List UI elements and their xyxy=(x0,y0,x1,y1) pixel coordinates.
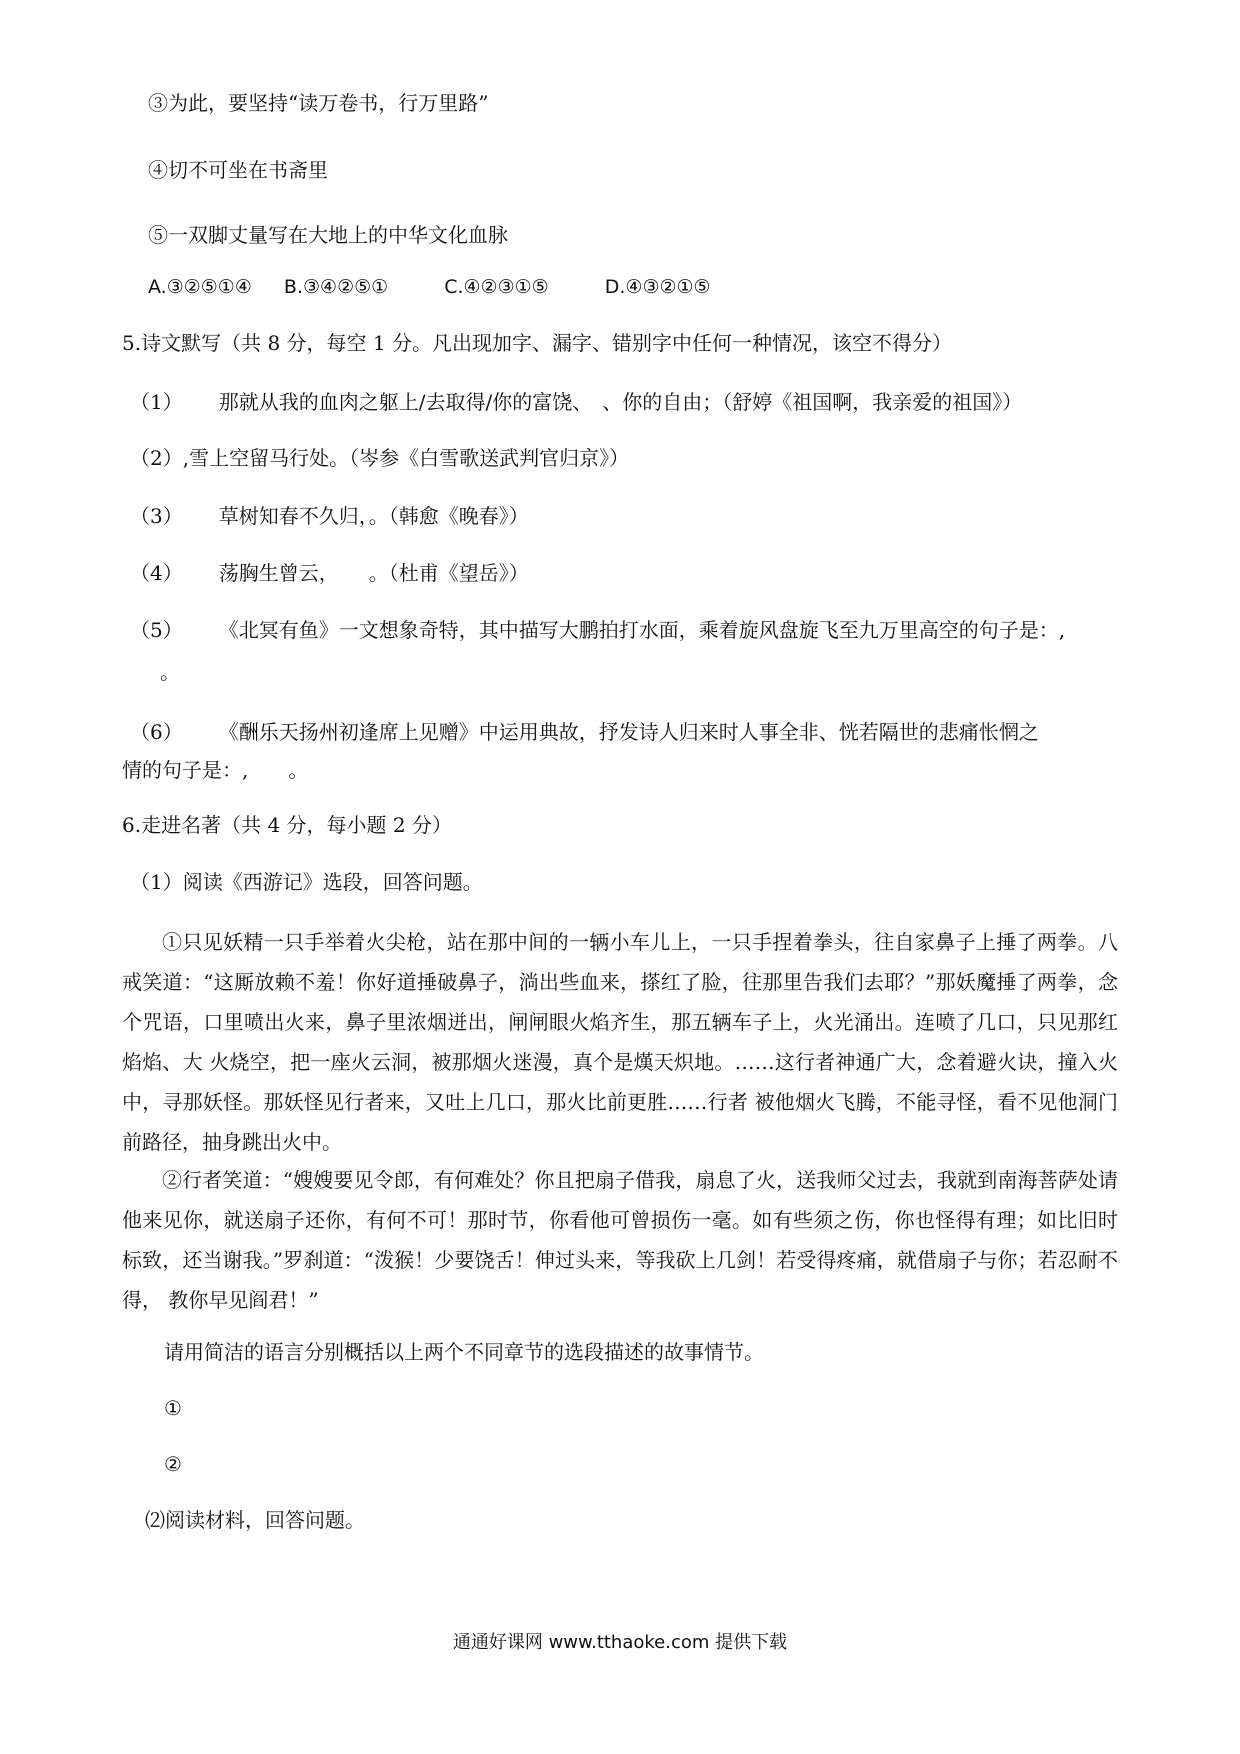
q5-item-number: （2） xyxy=(130,446,183,470)
q6-question: 请用简洁的语言分别概括以上两个不同章节的选段描述的故事情节。 xyxy=(164,1340,764,1364)
q5-item-text: 《北冥有鱼》一文想象奇特，其中描写大鹏拍打水面，乘着旋风盘旋飞至九万里高空的句子是：, xyxy=(218,618,1066,642)
q6-passage-1: ①只见妖精一只手举着火尖枪，站在那中间的一辆小车儿上，一只手捏着拳头，往自家鼻子上捶了两拳。八戒笑道：“这厮放赖不羞！你好道捶破鼻子，淌出些血来，搽红了脸，往那里告我们去耶？”那妖魔捶了两拳，念个咒语，口里喷出火来，鼻子里浓烟迸出，闸闸眼火焰齐生，那五辆车子上，火光涌出。连喷了几口，只见那红焰焰、大 火烧空，把一座火云洞，被那烟火迷漫，真个是熯天炽地。……这行者神通广大，念着避火诀，撞入火中，寻那妖怪。那妖怪见行者来，又吐上几口，那火比前更胜……行者 被他烟火飞腾，不能寻怪，看不见他洞门前路径，抽身跳出火中。 xyxy=(122,930,1118,1154)
q5-item-text: 荡胸生曾云， 。（杜甫《望岳》） xyxy=(218,561,529,585)
q6-title: 6.走进名著（共 4 分，每小题 2 分） xyxy=(122,813,452,837)
q5-item-text: 草树知春不久归，。（韩愈《晚春》） xyxy=(218,504,529,528)
q4-options xyxy=(148,278,737,297)
q5-item-6 xyxy=(130,722,1039,742)
q6-passage-2: ②行者笑道：“嫂嫂要见令郎，有何难处？你且把扇子借我，扇息了火，送我师父过去，我就到南海菩萨处请他来见你，就送扇子还你，有何不可！那时节，你看他可曾损伤一毫。如有些须之伤，你也怪得有理；如比旧时标致，还当谢我。”罗刹道：“泼猴！少要饶舌！伸过头来，等我砍上几剑！若受得疼痛，就借扇子与你；若忍耐不得， 教你早见阎君！” xyxy=(122,1168,1118,1312)
q5-item-number: （4） xyxy=(130,561,183,585)
q4-option-a: A.③②⑤①④ xyxy=(148,276,252,298)
q5-item-4 xyxy=(130,563,529,583)
q5-item-number: （5） xyxy=(130,618,183,642)
q5-item-number: （6） xyxy=(130,720,183,744)
q5-item-5-continuation: 。 xyxy=(160,660,180,684)
q5-item-1 xyxy=(130,392,1022,412)
q6-answer-mark-1: ① xyxy=(164,1396,182,1420)
q5-item-number: （1） xyxy=(130,390,183,414)
q6-answer-mark-2: ② xyxy=(164,1452,182,1476)
q5-item-3 xyxy=(130,506,529,526)
q5-item-6-continuation: 情的句子是：, 。 xyxy=(122,758,309,782)
q4-item-5: ⑤一双脚丈量写在大地上的中华文化血脉 xyxy=(148,223,508,247)
q6-sub1-title: （1）阅读《西游记》选段，回答问题。 xyxy=(130,870,483,894)
q4-item-4: ④切不可坐在书斋里 xyxy=(148,158,328,182)
q6-sub2-title: ⑵阅读材料，回答问题。 xyxy=(145,1508,365,1532)
q5-title: 5.诗文默写（共 8 分，每空 1 分。凡出现加字、漏字、错别字中任何一种情况，该空不得分） xyxy=(122,331,952,355)
page-footer: 通通好课网 www.tthaoke.com 提供下载 xyxy=(452,1632,788,1653)
q4-item-3: ③为此，要坚持“读万卷书，行万里路” xyxy=(148,91,489,115)
q5-item-2 xyxy=(130,448,629,468)
q5-item-text: 《酬乐天扬州初逢席上见赠》中运用典故，抒发诗人归来时人事全非、恍若隔世的悲痛怅惘之 xyxy=(218,720,1039,744)
q4-option-b: B.③④②⑤① xyxy=(283,276,389,298)
q4-option-d: D.④③②①⑤ xyxy=(604,276,711,298)
q5-item-text: 那就从我的血肉之躯上/去取得/你的富饶、 、你的自由；（舒婷《祖国啊，我亲爱的祖国》） xyxy=(218,390,1023,414)
q4-option-c: C.④②③①⑤ xyxy=(444,276,549,298)
q5-item-number: （3） xyxy=(130,504,183,528)
q5-item-text: ,雪上空留马行处。（岑参《白雪歌送武判官归京》） xyxy=(182,446,630,470)
q5-item-5 xyxy=(130,620,1065,640)
